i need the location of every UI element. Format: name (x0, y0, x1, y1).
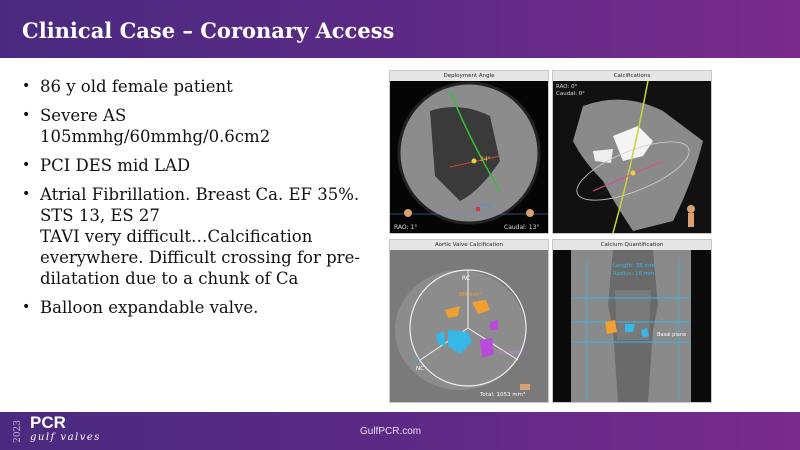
panel-title: Calcifications (553, 71, 711, 82)
bullet-item (22, 155, 367, 176)
panel-title: Deployment Angle (390, 71, 548, 82)
bullet-icon: • (22, 157, 31, 173)
caudal-label: Caudal: 13° (504, 224, 540, 231)
total-label: Total: 1053 mm³ (480, 392, 526, 398)
slide-title: Clinical Case – Coronary Access (22, 18, 395, 43)
volume-label: 384 mm³ (458, 292, 481, 298)
volume-label: 270 mm³ (498, 350, 521, 356)
length-label: Length: 38 mm (613, 263, 656, 269)
panel-title: Calcium Quantification (553, 240, 711, 251)
plane-label: Basal plane (657, 332, 687, 338)
pcr-logo: PCR (30, 413, 66, 432)
website-link[interactable]: GulfPCR.com (360, 426, 422, 437)
bullet-text: 86 y old female patient (40, 77, 233, 96)
bullet-text: Severe AS (40, 106, 127, 125)
deployment-angle-image (389, 70, 549, 234)
caudal-label: Caudal: 0° (556, 91, 585, 97)
panel-title: Aortic Valve Calcification (390, 240, 548, 251)
bullet-text: Balloon expandable valve. (40, 298, 259, 317)
angle-label: 34° (480, 156, 491, 163)
logo-year: 2023 (13, 420, 23, 443)
bullet-icon: • (22, 78, 31, 94)
rc-label: RC (462, 275, 471, 282)
bullet-icon: • (22, 107, 31, 123)
rao-label: RAO: 0° (556, 84, 578, 90)
calcium-quantification-image (552, 239, 712, 403)
nc-label: NC (416, 366, 424, 372)
radius-label: Radius: 18 mm (613, 271, 655, 277)
bullet-item (22, 297, 367, 318)
bullet-list (22, 76, 367, 326)
pcr-logo-subtitle: gulf valves (30, 432, 101, 443)
bullet-item (22, 184, 367, 289)
bullet-text: Atrial Fibrillation. Breast Ca. EF 35%. STS 13, ES 27 (40, 185, 360, 225)
aortic-valve-image (389, 239, 549, 403)
bullet-item (22, 76, 367, 97)
bullet-subtext: 105mmhg/60mmhg/0.6cm2 (40, 127, 271, 146)
bullet-item (22, 105, 367, 147)
rao-label: RAO: 1° (394, 224, 418, 231)
bullet-icon: • (22, 299, 31, 315)
bullet-subtext: TAVI very difficult…Calcification everywhere. Difficult crossing for pre-dilatation due to a chunk of Ca (40, 227, 360, 288)
bullet-icon: • (22, 186, 31, 202)
calcifications-image (552, 70, 712, 234)
bullet-text: PCI DES mid LAD (40, 156, 191, 175)
lc-label: LC (414, 356, 421, 362)
